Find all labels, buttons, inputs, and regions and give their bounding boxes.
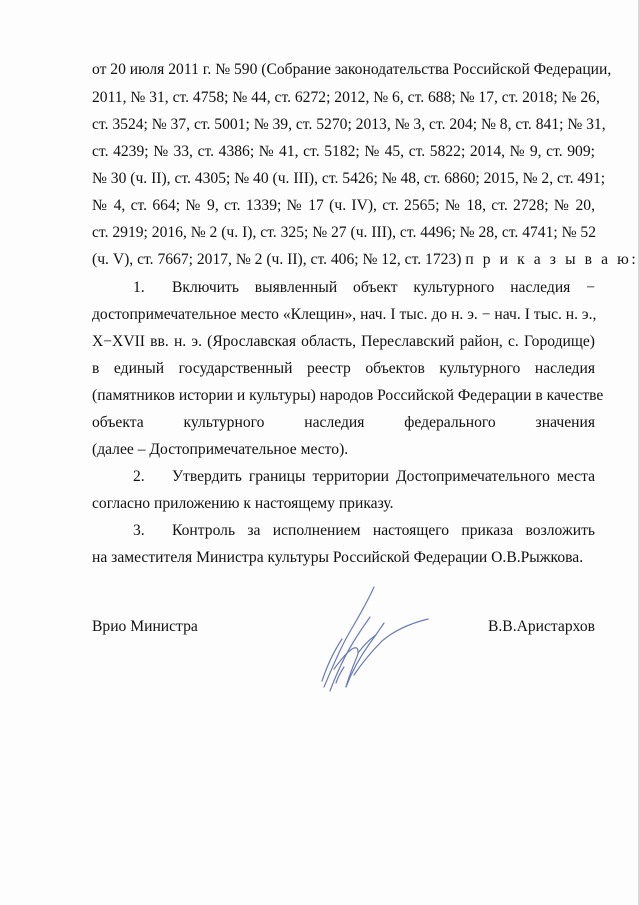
intro-line-3: ст. 3524; № 37, ст. 5001; № 39, ст. 5270; 2013, № 3, ст. 204; № 8, ст. 841; № 31,	[92, 116, 606, 133]
item-3-number: 3.	[133, 522, 145, 539]
item-1-line-5: (памятников истории и культуры) народов Российской Федерации в качестве	[92, 387, 604, 404]
item-1-line-3: X−XVII вв. н. э. (Ярославская область, Переславский район, с. Городище)	[92, 333, 595, 350]
intro-line-6: № 4, ст. 664; № 9, ст. 1339; № 17 (ч. IV), ст. 2565; № 18, ст. 2728; № 20,	[92, 197, 595, 214]
item-1-line-1: Включить выявленный объект культурного наследия −	[172, 279, 595, 296]
item-3-line-2: на заместителя Министра культуры Российской Федерации О.В.Рыжкова.	[92, 549, 584, 566]
order-word: п р и к а з ы в а ю:	[465, 251, 639, 268]
intro-line-2: 2011, № 31, ст. 4758; № 44, ст. 6272; 2012, № 6, ст. 688; № 17, ст. 2018; № 26,	[92, 89, 600, 106]
item-2-line-2: согласно приложению к настоящему приказу.	[92, 495, 394, 512]
item-2-number: 2.	[133, 468, 145, 485]
item-1-line-2: достопримечательное место «Клещин», нач. I тыс. до н. э. − нач. I тыс. н. э.,	[92, 306, 597, 323]
signatory-title: Врио Министра	[92, 618, 198, 635]
item-1-line-7: (далее – Достопримечательное место).	[92, 441, 349, 458]
item-1-number: 1.	[133, 279, 145, 296]
signatory-name: В.В.Аристархов	[488, 618, 596, 635]
intro-line-1: от 20 июля 2011 г. № 590 (Собрание законодательства Российской Федерации,	[92, 61, 612, 78]
intro-line-5: № 30 (ч. II), ст. 4305; № 40 (ч. III), ст. 5426; № 48, ст. 6860; 2015, № 2, ст. 491;	[92, 170, 606, 187]
intro-line-7: ст. 2919; 2016, № 2 (ч. I), ст. 325; № 27 (ч. III), ст. 4496; № 28, ст. 4741; № 52	[92, 224, 596, 241]
intro-line-8	[92, 250, 639, 270]
intro-line-8-text: (ч. V), ст. 7667; 2017, № 2 (ч. II), ст. 406; № 12, ст. 1723)	[92, 251, 462, 268]
item-1-line-6: объекта культурного наследия федерального значения	[92, 414, 595, 431]
handwritten-signature	[300, 583, 440, 698]
intro-line-4: ст. 4239; № 33, ст. 4386; № 41, ст. 5182; № 45, ст. 5822; 2014, № 9, ст. 909;	[92, 143, 595, 160]
item-1-line-4: в единый государственный реестр объектов культурного наследия	[92, 360, 595, 377]
item-2-line-1: Утвердить границы территории Достопримечательного места	[172, 468, 595, 485]
item-3-line-1: Контроль за исполнением настоящего приказа возложить	[172, 522, 595, 539]
